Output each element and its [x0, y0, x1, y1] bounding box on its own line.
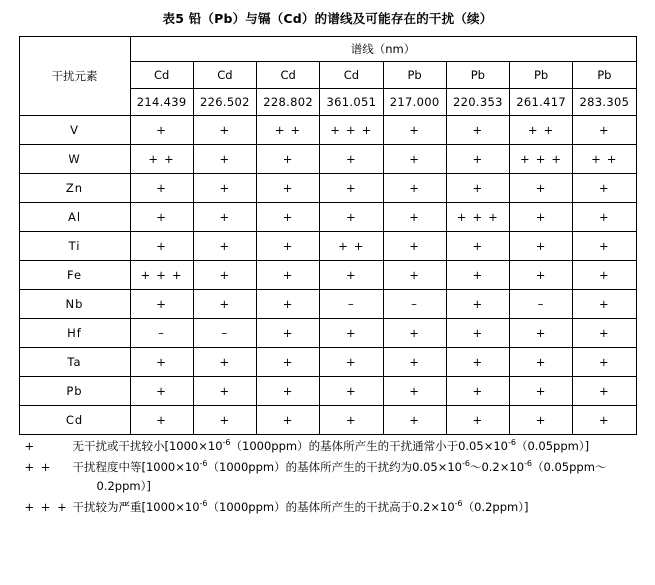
- row-element-label: Al: [19, 203, 130, 232]
- footnote-text-continuation: 0.2ppm）]: [96, 478, 151, 493]
- table-cell: +: [446, 174, 509, 203]
- table-cell: –: [510, 290, 573, 319]
- header-symbol: Cd: [320, 62, 383, 89]
- table-cell: + + +: [130, 261, 193, 290]
- header-symbol: Cd: [130, 62, 193, 89]
- table-cell: +: [193, 261, 256, 290]
- footnote-text-part: ～0.2×10: [469, 459, 525, 474]
- table-cell: +: [573, 406, 636, 435]
- interference-table: [19, 36, 637, 435]
- table-cell: +: [446, 377, 509, 406]
- table-cell: +: [257, 145, 320, 174]
- row-element-label: Cd: [19, 406, 130, 435]
- table-cell: +: [320, 145, 383, 174]
- table-cell: + +: [130, 145, 193, 174]
- footnote-exponent: -6: [461, 459, 470, 469]
- table-cell: +: [193, 377, 256, 406]
- table-cell: +: [446, 319, 509, 348]
- table-cell: +: [573, 174, 636, 203]
- footnote-row: [19, 435, 637, 456]
- table-cell: +: [573, 203, 636, 232]
- table-row: [19, 174, 636, 203]
- table-cell: +: [257, 232, 320, 261]
- header-symbol: Cd: [193, 62, 256, 89]
- table-cell: +: [510, 261, 573, 290]
- table-row: [19, 232, 636, 261]
- table-cell: +: [320, 406, 383, 435]
- table-cell: + +: [510, 116, 573, 145]
- table-cell: +: [383, 319, 446, 348]
- table-cell: +: [257, 319, 320, 348]
- table-cell: +: [573, 232, 636, 261]
- table-cell: +: [573, 348, 636, 377]
- table-cell: + +: [573, 145, 636, 174]
- table-cell: +: [573, 116, 636, 145]
- table-cell: +: [320, 348, 383, 377]
- table-cell: +: [383, 174, 446, 203]
- footnote-text-part: 无干扰或干扰较小[1000×10: [72, 439, 223, 453]
- header-symbol: Pb: [573, 62, 636, 89]
- footnote-text: [71, 496, 637, 517]
- row-element-label: V: [19, 116, 130, 145]
- header-wavelength: 228.802: [257, 89, 320, 116]
- table-cell: +: [446, 116, 509, 145]
- table-cell: +: [130, 116, 193, 145]
- table-cell: –: [383, 290, 446, 319]
- footnote-symbol: +: [24, 439, 36, 453]
- header-spectral-group: 谱线（nm）: [130, 37, 636, 62]
- table-cell: +: [446, 261, 509, 290]
- table-cell: +: [193, 116, 256, 145]
- footnote-text-part: （1000ppm）的基体所产生的干扰通常小于0.05×10: [230, 439, 508, 453]
- table-cell: +: [510, 348, 573, 377]
- table-cell: +: [193, 174, 256, 203]
- footnote-text-part: 干扰程度中等[1000×10: [72, 459, 200, 474]
- table-cell: +: [130, 290, 193, 319]
- header-wavelength: 217.000: [383, 89, 446, 116]
- table-cell: +: [446, 145, 509, 174]
- header-symbol: Pb: [510, 62, 573, 89]
- header-symbol: Cd: [257, 62, 320, 89]
- table-cell: +: [130, 348, 193, 377]
- table-cell: +: [573, 319, 636, 348]
- table-cell: +: [510, 377, 573, 406]
- table-cell: +: [573, 290, 636, 319]
- table-row: [19, 319, 636, 348]
- table-footnotes: [19, 435, 637, 517]
- table-cell: +: [320, 261, 383, 290]
- table-cell: +: [257, 203, 320, 232]
- table-header-row-group: [19, 37, 636, 62]
- table-cell: +: [573, 261, 636, 290]
- table-cell: +: [193, 348, 256, 377]
- table-cell: +: [383, 261, 446, 290]
- table-cell: +: [383, 406, 446, 435]
- table-cell: +: [320, 377, 383, 406]
- row-element-label: Pb: [19, 377, 130, 406]
- header-wavelength: 214.439: [130, 89, 193, 116]
- footnote-exponent: -6: [199, 499, 208, 509]
- header-wavelength: 283.305: [573, 89, 636, 116]
- table-cell: +: [383, 116, 446, 145]
- table-cell: +: [130, 377, 193, 406]
- table-cell: +: [446, 348, 509, 377]
- row-element-label: Ti: [19, 232, 130, 261]
- footnote-exponent: -6: [524, 459, 532, 469]
- table-cell: +: [257, 406, 320, 435]
- table-cell: +: [193, 203, 256, 232]
- footnote-text-part: 干扰较为严重[1000×10: [72, 499, 200, 514]
- table-cell: + +: [257, 116, 320, 145]
- table-cell: +: [446, 406, 509, 435]
- table-cell: +: [320, 203, 383, 232]
- table-cell: +: [446, 290, 509, 319]
- row-element-label: Zn: [19, 174, 130, 203]
- table-row: [19, 406, 636, 435]
- table-cell: +: [193, 232, 256, 261]
- footnote-exponent: -6: [507, 438, 516, 448]
- table-row: [19, 203, 636, 232]
- table-row: [19, 290, 636, 319]
- row-element-label: Hf: [19, 319, 130, 348]
- table-cell: +: [383, 203, 446, 232]
- table-row: [19, 116, 636, 145]
- table-cell: –: [130, 319, 193, 348]
- table-cell: +: [510, 319, 573, 348]
- footnote-text-part: （0.2ppm）]: [462, 499, 529, 514]
- table-cell: +: [130, 174, 193, 203]
- table-cell: +: [383, 348, 446, 377]
- table-row: [19, 377, 636, 406]
- row-element-label: Fe: [19, 261, 130, 290]
- header-symbol: Pb: [383, 62, 446, 89]
- footnote-text-part: （1000ppm）的基体所产生的干扰约为0.05×10: [207, 459, 462, 474]
- table-caption: 表5 铅（Pb）与镉（Cd）的谱线及可能存在的干扰（续）: [162, 11, 493, 26]
- table-cell: +: [130, 203, 193, 232]
- footnote-symbol: + + +: [24, 499, 69, 514]
- row-element-label: Ta: [19, 348, 130, 377]
- table-cell: + + +: [510, 145, 573, 174]
- footnote-text: [71, 435, 637, 456]
- header-wavelength: 261.417: [510, 89, 573, 116]
- table-row: [19, 261, 636, 290]
- table-cell: +: [510, 232, 573, 261]
- footnote-text-part: （1000ppm）的基体所产生的干扰高于0.2×10: [207, 499, 455, 514]
- table-cell: +: [383, 145, 446, 174]
- footnote-text-part: （0.05ppm～: [532, 459, 607, 474]
- table-cell: +: [510, 203, 573, 232]
- table-cell: +: [573, 377, 636, 406]
- footnote-text-part: （0.05ppm）]: [515, 439, 590, 453]
- footnote-row: [19, 496, 637, 517]
- table-row: [19, 348, 636, 377]
- table-cell: +: [257, 348, 320, 377]
- table-cell: –: [193, 319, 256, 348]
- header-wavelength: 220.353: [446, 89, 509, 116]
- header-wavelength: 226.502: [193, 89, 256, 116]
- table-cell: +: [130, 232, 193, 261]
- header-element-column: 干扰元素: [19, 37, 130, 116]
- footnote-exponent: -6: [222, 438, 231, 448]
- table-cell: +: [130, 406, 193, 435]
- table-cell: + + +: [320, 116, 383, 145]
- table-cell: +: [257, 377, 320, 406]
- row-element-label: W: [19, 145, 130, 174]
- table-cell: + + +: [446, 203, 509, 232]
- table-cell: +: [510, 406, 573, 435]
- header-symbol: Pb: [446, 62, 509, 89]
- table-cell: +: [257, 290, 320, 319]
- header-wavelength: 361.051: [320, 89, 383, 116]
- footnote-exponent: -6: [454, 499, 463, 509]
- row-element-label: Nb: [19, 290, 130, 319]
- footnote-row: [19, 456, 637, 496]
- table-cell: +: [257, 174, 320, 203]
- table-cell: +: [383, 377, 446, 406]
- table-row: [19, 145, 636, 174]
- table-cell: +: [193, 145, 256, 174]
- table-cell: +: [320, 319, 383, 348]
- table-cell: +: [257, 261, 320, 290]
- table-cell: +: [510, 174, 573, 203]
- table-cell: + +: [320, 232, 383, 261]
- table-cell: +: [193, 406, 256, 435]
- table-cell: +: [383, 232, 446, 261]
- table-cell: +: [320, 174, 383, 203]
- table-cell: –: [320, 290, 383, 319]
- footnote-exponent: -6: [199, 459, 208, 469]
- footnote-text: [71, 456, 637, 496]
- footnote-symbol: + +: [24, 459, 52, 474]
- table-cell: +: [446, 232, 509, 261]
- table-cell: +: [193, 290, 256, 319]
